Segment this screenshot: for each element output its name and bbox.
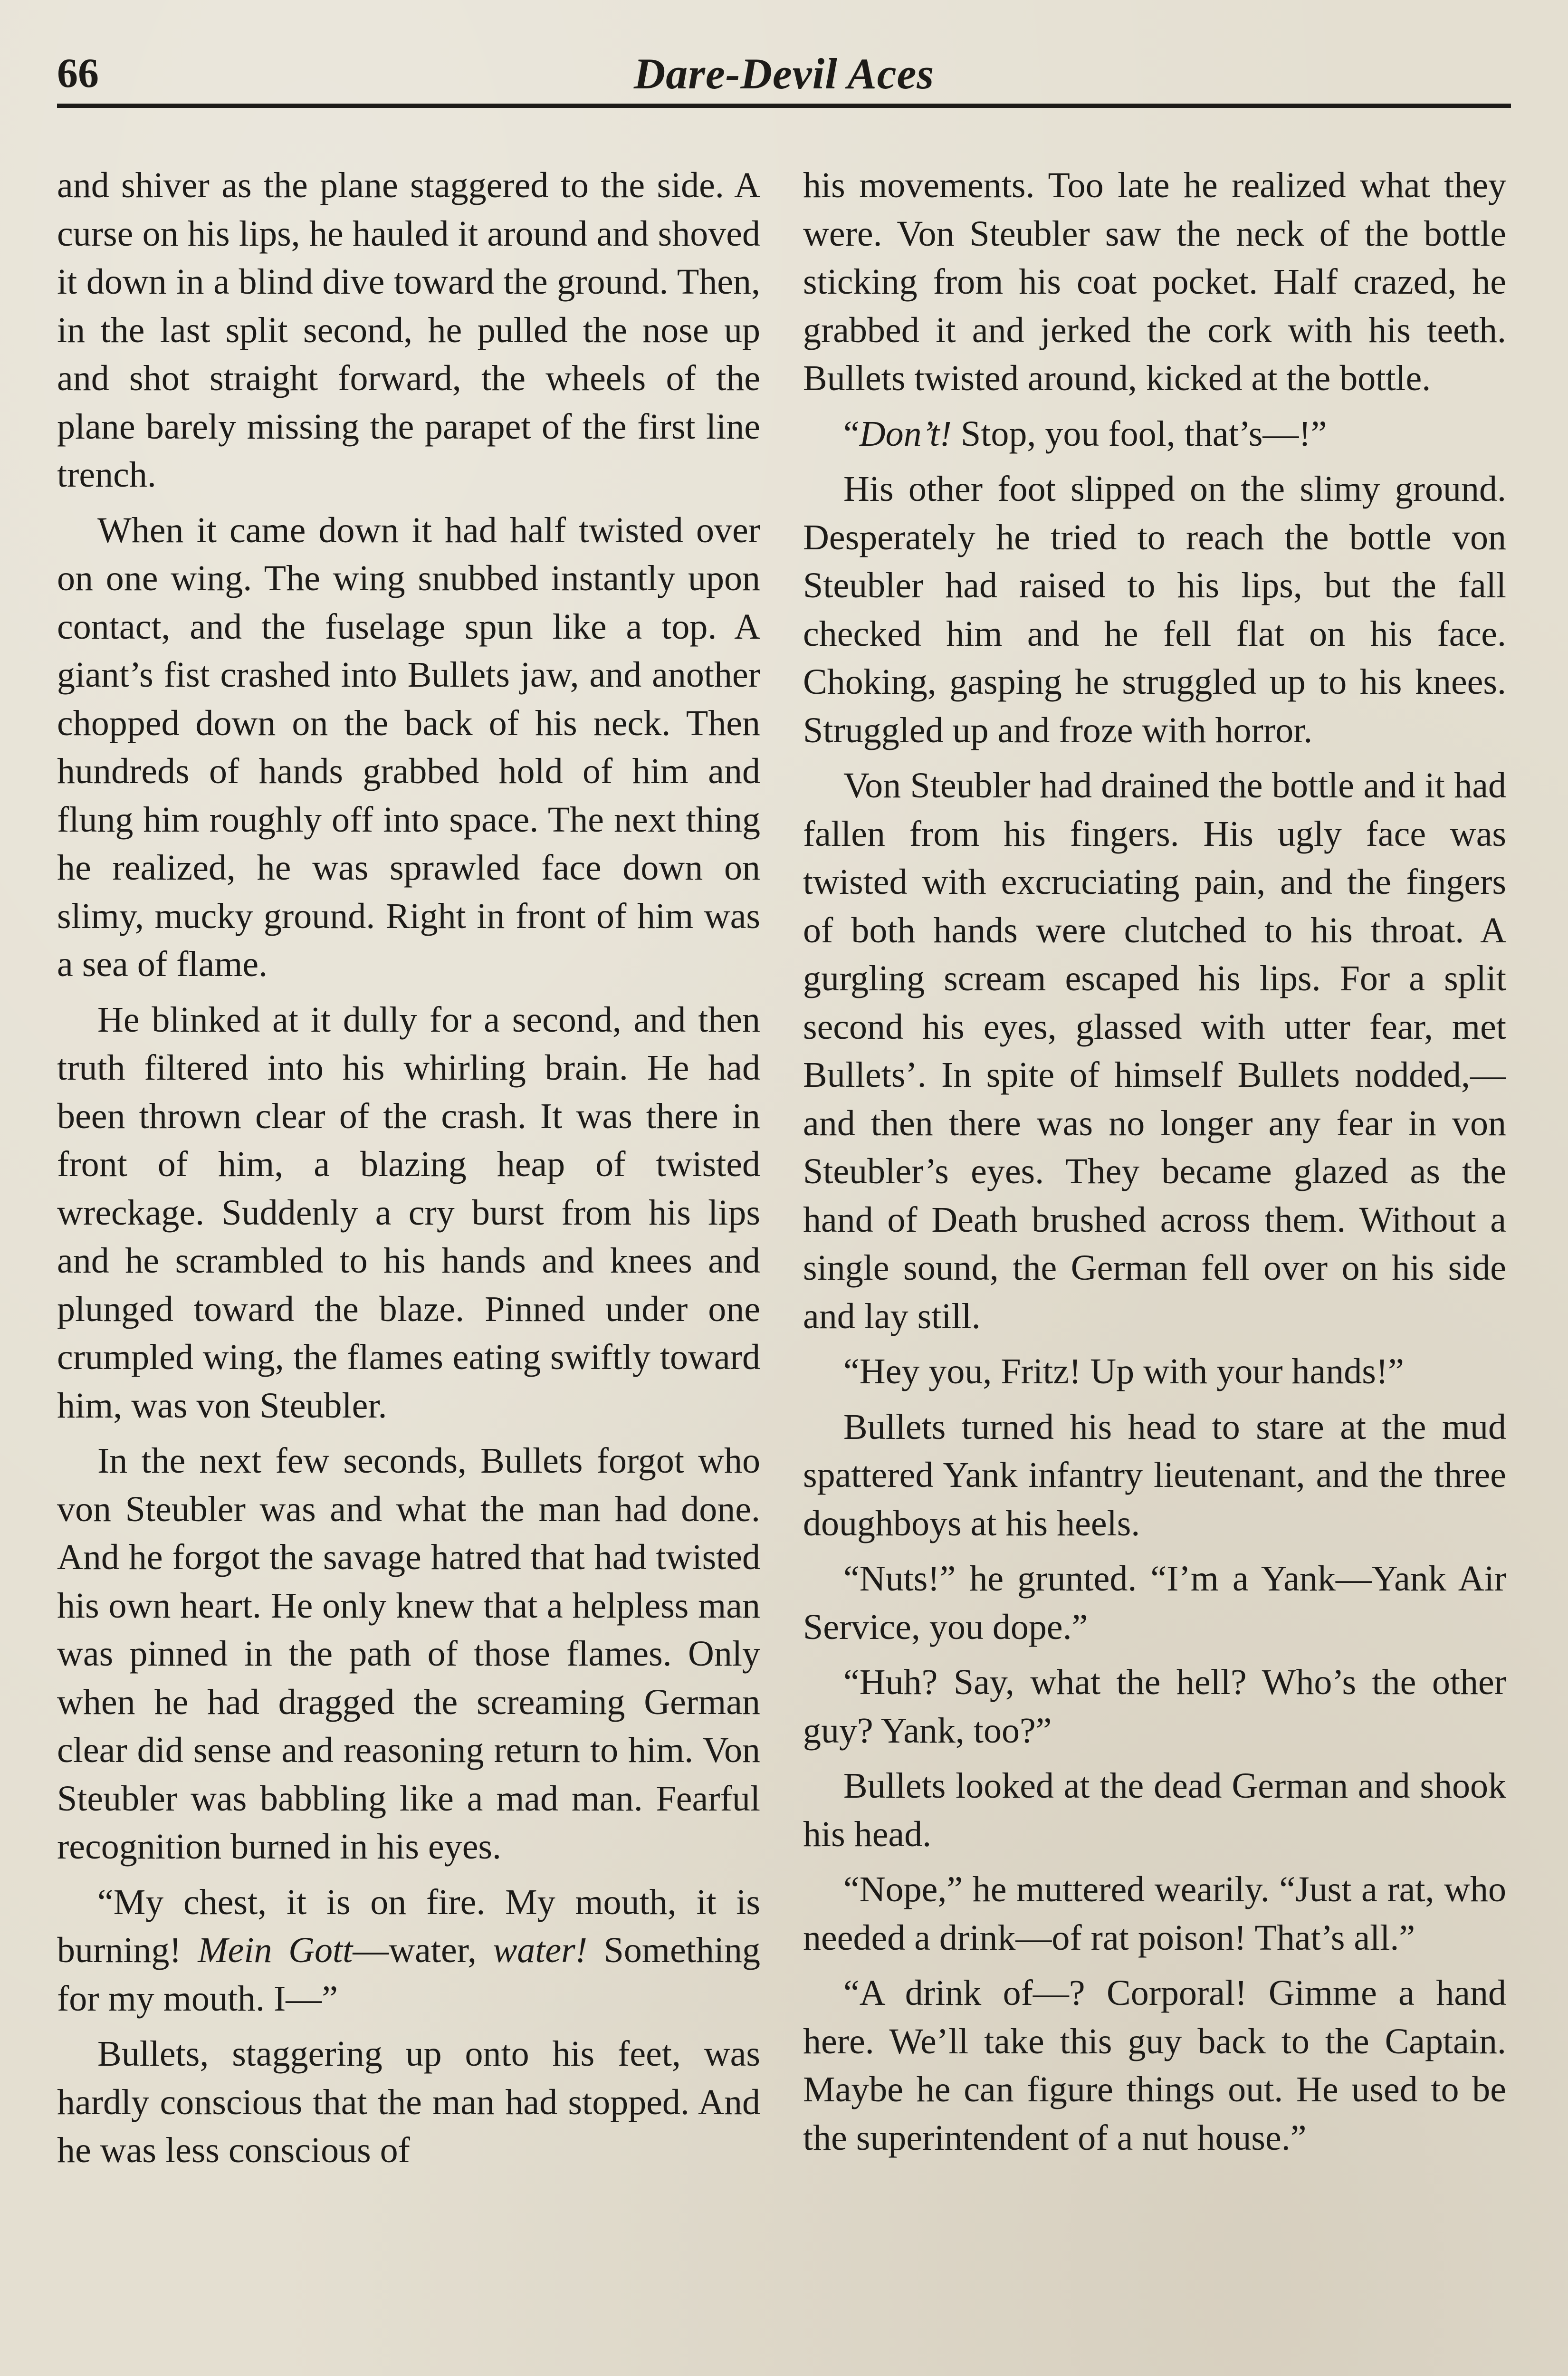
magazine-title: Dare-Devil Aces	[633, 49, 935, 98]
paragraph: “Nuts!” he grunted. “I’m a Yank—Yank Air Service, you dope.”	[803, 1559, 1506, 1647]
dialogue-paragraph	[803, 410, 1506, 459]
italic-phrase: Mein Gott	[198, 1930, 353, 1970]
paragraph: “Huh? Say, what the hell? Who’s the other guy? Yank, too?”	[803, 1662, 1506, 1751]
paragraph: Von Steubler had drained the bottle and it had fallen from his fingers. His ugly face was twisted with excruciating pain, and the fingers of both hands were clutched to his throat. A gurgling scream escaped his lips. For a split second his eyes, glassed with utter fear, met Bullets’. In spite of himself Bullets nodded,—and then there was no longer any fear in von Steubler’s eyes. They became glazed as the hand of Death brushed across them. Without a single sound, the German fell over on his side and lay still.	[803, 766, 1506, 1336]
paragraph: Bullets looked at the dead German and shook his head.	[803, 1766, 1506, 1854]
paragraph: He blinked at it dully for a second, and then truth filtered into his whirling brain. He had been thrown clear of the crash. It was there in front of him, a blazing heap of twisted wreckage. Suddenly a cry burst from his lips and he scrambled to his hands and knees and plunged toward the blaze. Pinned under one crumpled wing, the flames eating swiftly toward him, was von Steubler.	[57, 999, 760, 1426]
dialogue-text: “	[843, 413, 860, 454]
paragraph: “A drink of—? Corporal! Gimme a hand here. We’ll take this guy back to the Captain. Maybe he can figure things out. He used to be the superintendent of a nut house.”	[803, 1973, 1506, 2158]
left-column	[57, 162, 760, 2376]
italic-phrase: Don’t!	[859, 413, 952, 454]
dialogue-text: Something for my mouth. I—”	[57, 1930, 760, 2019]
dialogue-text: —water,	[353, 1930, 493, 1970]
paragraph: His other foot slipped on the slimy ground. Desperately he tried to reach the bottle von Steubler had raised to his lips, but the fall checked him and he fell flat on his face. Choking, gasping he struggled up to his knees. Struggled up and froze with horror.	[803, 469, 1506, 750]
italic-phrase: water!	[493, 1930, 588, 1970]
dialogue-text: “My chest, it is on fire. My mouth, it is burning!	[57, 1882, 760, 1970]
paragraph: “Nope,” he muttered wearily. “Just a rat, who needed a drink—of rat poison! That’s all.”	[803, 1869, 1506, 1958]
paragraph: “Hey you, Fritz! Up with your hands!”	[843, 1351, 1404, 1391]
dialogue-paragraph	[57, 1878, 760, 2023]
paragraph: his movements. Too late he realized what they were. Von Steubler saw the neck of the bottle sticking from his coat pocket. Half crazed, he grabbed it and jerked the cork with his teeth. Bullets twisted around, kicked at the bottle.	[803, 165, 1506, 398]
paragraph: When it came down it had half twisted over on one wing. The wing snubbed instantly upon contact, and the fuselage spun like a top. A giant’s fist crashed into Bullets jaw, and another chopped down on the back of his neck. Then hundreds of hands grabbed hold of him and flung him roughly off into space. The next thing he realized, he was sprawled face down on slimy, mucky ground. Right in front of him was a sea of flame.	[57, 510, 760, 984]
right-column	[803, 162, 1506, 2376]
paragraph: Bullets, staggering up onto his feet, was hardly conscious that the man had stopped. And he was less conscious of	[57, 2034, 760, 2170]
page-header	[57, 45, 1511, 102]
page-number: 66	[57, 50, 99, 96]
paragraph: and shiver as the plane staggered to the side. A curse on his lips, he hauled it around and shoved it down in a blind dive toward the ground. Then, in the last split second, he pulled the nose up and shot straight forward, the wheels of the plane barely missing the parapet of the first line trench.	[57, 165, 760, 495]
paragraph: Bullets turned his head to stare at the mud spattered Yank infantry lieutenant, and the three doughboys at his heels.	[803, 1407, 1506, 1543]
paragraph: In the next few seconds, Bullets forgot who von Steubler was and what the man had done. And he forgot the savage hatred that had twisted his own heart. He only knew that a helpless man was pinned in the path of those flames. Only when he had dragged the screaming German clear did sense and reasoning return to him. Von Steubler was babbling like a mad man. Fearful recognition burned in his eyes.	[57, 1441, 760, 1867]
header-rule	[57, 104, 1511, 108]
dialogue-text: Stop, you fool, that’s—!”	[951, 413, 1327, 454]
